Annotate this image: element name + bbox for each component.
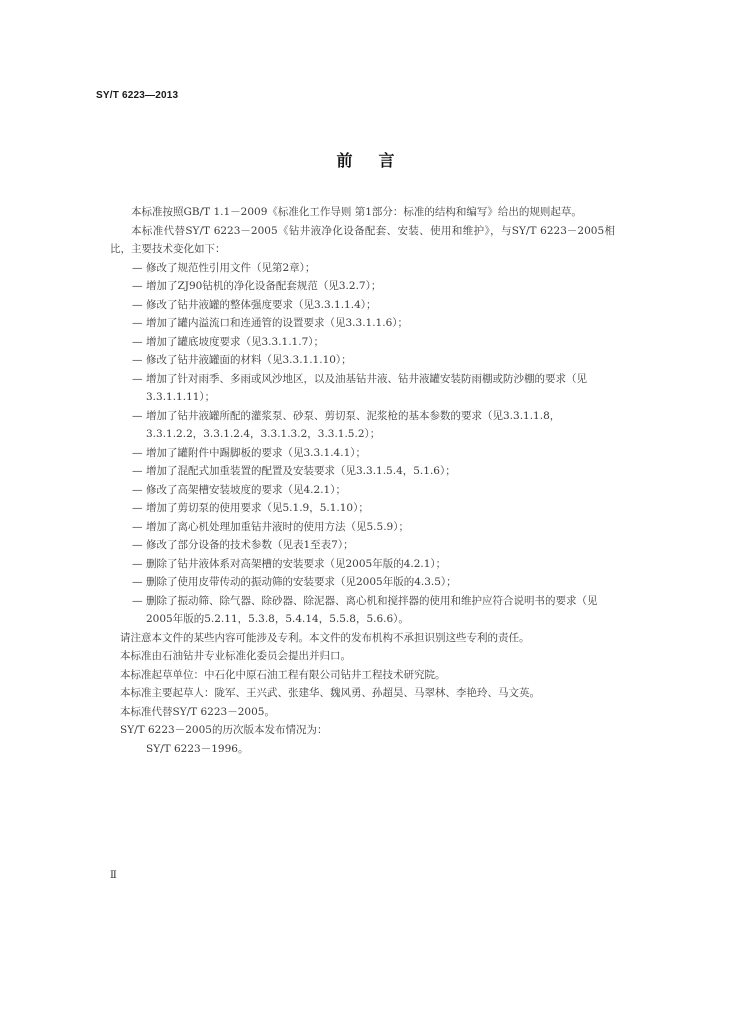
drafting-unit: 本标准起草单位：中石化中原石油工程有限公司钻井工程技术研究院。 — [120, 668, 446, 681]
list-item: — 修改了钻井液罐的整体强度要求（见3.3.1.1.4）； — [110, 296, 615, 315]
intro-paragraph: 本标准代替SY/T 6223－2005《钻井液净化设备配套、安装、使用和维护》，与SY/T 6223－2005相比，主要技术变化如下： — [110, 224, 615, 255]
dash-marker: — — [132, 261, 143, 274]
dash-marker: — — [132, 539, 143, 551]
list-item: — 修改了部分设备的技术参数（见表1至表7）； — [110, 536, 615, 555]
list-item: — 删除了使用皮带传动的振动筛的安装要求（见2005年版的4.3.5）； — [110, 573, 615, 592]
list-item: — 增加了针对雨季、多雨或风沙地区，以及油基钻井液、钻井液罐安装防雨棚或防沙棚的要求（见3.3.1.1.11）； — [110, 370, 615, 407]
dash-marker: — — [132, 317, 143, 329]
page-number: Ⅱ — [110, 870, 117, 881]
list-item: — 增加了ZJ90钻机的净化设备配套规范（见3.2.7）； — [110, 277, 615, 296]
history-item: SY/T 6223－1996。 — [146, 742, 249, 755]
dash-marker: — — [132, 576, 143, 588]
list-item: — 修改了高架槽安装坡度的要求（见4.2.1）； — [110, 481, 615, 500]
dash-marker: — — [132, 502, 143, 514]
dash-marker: — — [132, 520, 143, 533]
dash-marker: — — [132, 465, 143, 477]
list-item: — 增加了罐底坡度要求（见3.3.1.1.7）； — [110, 333, 615, 352]
list-item: — 删除了振动筛、除气器、除砂器、除泥器、离心机和搅拌器的使用和维护应符合说明书的要求（见2005年版的5.2.11，5.3.8，5.4.14，5.5.8，5.6.6）。 — [110, 592, 615, 629]
changes-list — [110, 259, 615, 629]
dash-marker: — — [132, 483, 143, 496]
list-item: — 增加了剪切泵的使用要求（见5.1.9，5.1.10）； — [110, 499, 615, 518]
dash-marker: — — [132, 557, 143, 570]
dash-marker: — — [132, 594, 143, 607]
dash-marker: — — [132, 446, 143, 459]
intro-paragraph: 本标准按照GB/T 1.1－2009《标准化工作导则 第1部分：标准的结构和编写》给出的规则起草。 — [131, 206, 582, 218]
dash-marker: — — [132, 354, 143, 366]
drafters: 本标准主要起草人：陇军、王兴武、张建华、魏风勇、孙超昊、马翠林、李艳玲、马文英。 — [120, 687, 540, 699]
list-item: — 增加了离心机处理加重钻井液时的使用方法（见5.5.9）； — [110, 518, 615, 537]
history-heading: SY/T 6223－2005的历次版本发布情况为： — [120, 724, 328, 736]
dash-marker: — — [132, 372, 143, 385]
replacement-statement: 本标准代替SY/T 6223－2005。 — [120, 705, 275, 718]
standard-code-header: SY/T 6223—2013 — [96, 90, 179, 101]
list-item: — 删除了钻井液体系对高架槽的安装要求（见2005年版的4.2.1）； — [110, 555, 615, 574]
dash-marker: — — [132, 409, 143, 422]
list-item: — 修改了钻井液罐面的材料（见3.3.1.1.10）； — [110, 351, 615, 370]
dash-marker: — — [132, 280, 143, 292]
list-item: — 增加了混配式加重装置的配置及安装要求（见3.3.1.5.4，5.1.6）； — [110, 462, 615, 481]
list-item: — 增加了罐附件中踢脚板的要求（见3.3.1.4.1）； — [110, 444, 615, 463]
patent-notice: 请注意本文件的某些内容可能涉及专利。本文件的发布机构不承担识别这些专利的责任。 — [120, 631, 530, 644]
list-item: — 修改了规范性引用文件（见第2章）； — [110, 259, 615, 278]
dash-marker: — — [132, 298, 143, 311]
list-item: — 增加了罐内溢流口和连通管的设置要求（见3.3.1.1.6）； — [110, 314, 615, 333]
proposer-statement: 本标准由石油钻井专业标准化委员会提出并归口。 — [120, 650, 351, 662]
foreword-body — [110, 203, 615, 758]
list-item: — 增加了钻井液罐所配的灌浆泵、砂泵、剪切泵、泥浆枪的基本参数的要求（见3.3.1.1.8，3.3.1.2.2，3.3.1.2.4，3.3.1.3.2，3.3.1.5.2）； — [110, 407, 615, 444]
dash-marker: — — [132, 335, 143, 348]
page-title: 前言 — [336, 151, 421, 170]
